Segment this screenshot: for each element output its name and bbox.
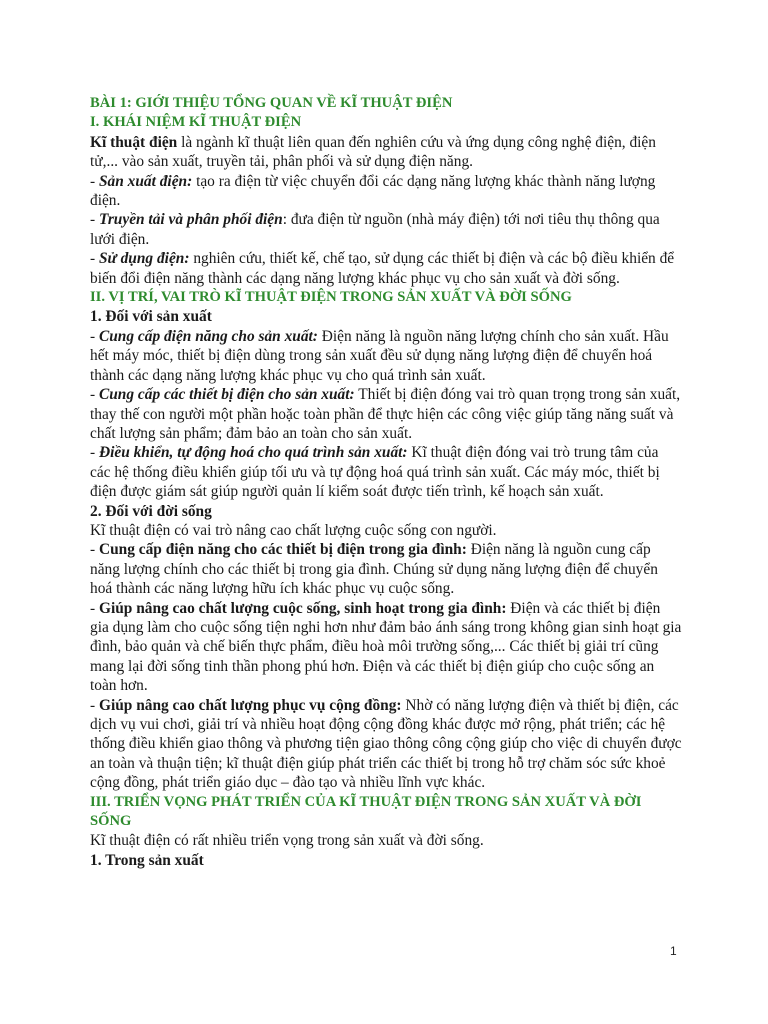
item-text: Điện và các thiết bị điện gia dụng làm cho cuộc sống tiện nghi hơn như đảm bảo ánh sáng trong không gian sinh hoạt gia đình, bảo quản và chế biến thực phẩm, điều hoà môi trường sống,... Các thiết bị giải trí cũng mang lại đời sống tinh thần phong phú hơn. Điện và các thiết bị điện giúp cho cuộc sống an toàn hơn. — [90, 599, 682, 695]
document-body — [90, 94, 682, 870]
item-text: tạo ra điện từ việc chuyển đổi các dạng năng lượng khác thành năng lượng điện. — [90, 172, 656, 210]
item-term: Cung cấp điện năng cho sản xuất: — [98, 327, 318, 345]
item-text: nghiên cứu, thiết kế, chế tạo, sử dụng các thiết bị điện và các bộ điều khiển để biến đổi điện năng thành các dạng năng lượng khác phục vụ cho sản xuất và đời sống. — [90, 250, 675, 287]
list-item — [90, 172, 682, 211]
bullet-dash: - — [90, 172, 99, 190]
item-term: Sử dụng điện: — [98, 250, 190, 268]
list-item — [90, 327, 682, 385]
section-1-heading: I. KHÁI NIỆM KĨ THUẬT ĐIỆN — [90, 114, 302, 131]
list-item — [90, 696, 682, 793]
item-text: Kĩ thuật điện đóng vai trò trung tâm của các hệ thống điều khiển giúp tối ưu và tự động hoá quá trình sản xuất. Các máy móc, thiết bị điện được giám sát giúp người quản lí kiểm soát được tiến trình, kế hoạch sản xuất. — [90, 444, 660, 501]
item-term: Cung cấp các thiết bị điện cho sản xuất: — [98, 386, 355, 404]
lesson-title: BÀI 1: GIỚI THIỆU TỔNG QUAN VỀ KĨ THUẬT ĐIỆN — [90, 95, 453, 111]
section-2-heading: II. VỊ TRÍ, VAI TRÒ KĨ THUẬT ĐIỆN TRONG SẢN XUẤT VÀ ĐỜI SỐNG — [90, 289, 572, 306]
bullet-dash: - — [90, 250, 99, 268]
item-text: Thiết bị điện đóng vai trò quan trọng trong sản xuất, thay thế con người một phần hoặc toàn phần để thực hiện các công việc giúp tăng năng suất và chất lượng sản phẩm; đảm bảo an toàn cho sản xuất. — [90, 386, 681, 442]
subsection-heading: 1. Trong sản xuất — [90, 851, 204, 869]
bullet-dash: - — [90, 599, 99, 617]
item-term: Điều khiển, tự động hoá cho quá trình sản xuất: — [98, 444, 408, 462]
bullet-dash: - — [90, 541, 99, 559]
section-3-heading: III. TRIỂN VỌNG PHÁT TRIỂN CỦA KĨ THUẬT ĐIỆN TRONG SẢN XUẤT VÀ ĐỜI SỐNG — [90, 793, 642, 830]
subsection-heading: 1. Đối với sản xuất — [90, 308, 212, 326]
definition-term: Kĩ thuật điện — [90, 133, 178, 151]
item-term: Truyền tải và phân phối điện — [98, 211, 283, 229]
definition-text: là ngành kĩ thuật liên quan đến nghiên cứu và ứng dụng công nghệ điện, điện tử,... vào sản xuất, truyền tải, phân phối và sử dụng điện năng. — [90, 133, 656, 171]
item-text: Điện năng là nguồn cung cấp năng lượng chính cho các thiết bị trong gia đình. Chúng sử dụng năng lượng điện để chuyển hoá thành các năng lượng hữu ích khác phục vụ cuộc sống. — [90, 541, 658, 598]
item-text: Nhờ có năng lượng điện và thiết bị điện, các dịch vụ vui chơi, giải trí và nhiều hoạt động cộng đồng khác được mở rộng, phát triển; các hệ thống điều khiển giao thông và phương tiện giao thông công cộng giúp cho việc di chuyển được an toàn và thuận tiện; kĩ thuật điện giúp phát triển các thiết bị trong hỗ trợ chăm sóc sức khoẻ cộng đồng, phát triển giáo dục – đào tạo và nhiều lĩnh vực khác. — [90, 696, 682, 792]
subsection-heading: 2. Đối với đời sống — [90, 502, 212, 520]
bullet-dash: - — [90, 327, 99, 345]
intro-paragraph: Kĩ thuật điện có rất nhiều triển vọng trong sản xuất và đời sống. — [90, 832, 484, 850]
bullet-dash: - — [90, 211, 99, 229]
item-term: Cung cấp điện năng cho các thiết bị điện trong gia đình: — [98, 541, 467, 559]
bullet-dash: - — [90, 444, 99, 462]
list-item — [90, 599, 682, 696]
item-text: Điện năng là nguồn năng lượng chính cho sản xuất. Hầu hết máy móc, thiết bị điện dùng trong sản xuất đều sử dụng năng lượng điện để chuyển hoá thành các dạng năng lượng khác phục vụ cho quá trình sản xuất. — [90, 327, 669, 384]
list-item — [90, 385, 682, 443]
item-term: Sản xuất điện: — [98, 172, 193, 190]
page-number: 1 — [670, 944, 677, 958]
bullet-dash: - — [90, 696, 99, 714]
item-term: Giúp nâng cao chất lượng phục vụ cộng đồng: — [98, 696, 402, 714]
intro-paragraph: Kĩ thuật điện có vai trò nâng cao chất lượng cuộc sống con người. — [90, 521, 497, 539]
list-item — [90, 249, 682, 288]
definition-paragraph — [90, 133, 682, 172]
list-item — [90, 210, 682, 249]
list-item — [90, 443, 682, 501]
item-term: Giúp nâng cao chất lượng cuộc sống, sinh hoạt trong gia đình: — [98, 599, 507, 617]
list-item — [90, 540, 682, 598]
bullet-dash: - — [90, 386, 99, 404]
item-text: : đưa điện từ nguồn (nhà máy điện) tới nơi tiêu thụ thông qua lưới điện. — [90, 211, 660, 248]
